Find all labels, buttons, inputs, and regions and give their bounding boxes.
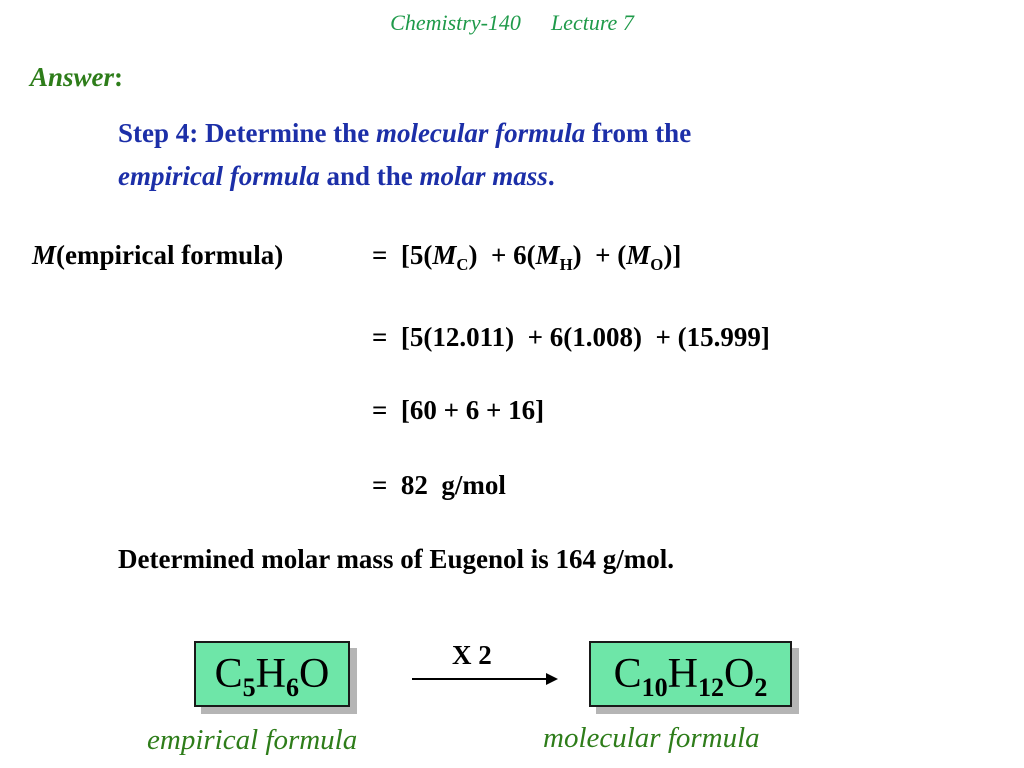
term-molar-mass: molar mass — [419, 161, 548, 191]
molar-mass-symbol: M — [32, 240, 57, 270]
equation-line-4: = 82 g/mol — [372, 470, 506, 500]
element: H — [255, 651, 286, 697]
course-title: Chemistry-140 — [390, 10, 521, 35]
term-empirical-formula: empirical formula — [118, 161, 320, 191]
equation-line-1 — [372, 240, 681, 275]
subscript: 12 — [698, 673, 725, 703]
determined-molar-mass: Determined molar mass of Eugenol is 164 g/mol. — [118, 544, 674, 574]
step-4-text — [118, 112, 691, 198]
empirical-formula-box — [194, 641, 350, 707]
eq-part: )] — [663, 240, 682, 270]
subscript: 6 — [286, 673, 300, 703]
arrow-line — [412, 678, 550, 680]
molecular-formula-box — [589, 641, 792, 707]
element: O — [724, 651, 755, 697]
step-end: . — [547, 161, 555, 191]
element: H — [667, 651, 698, 697]
eq-part: [5( — [400, 240, 433, 270]
eq-part: ) + 6( — [468, 240, 536, 270]
lecture-title: Lecture 7 — [550, 10, 634, 35]
subscript: 5 — [242, 673, 256, 703]
eq-part: ) + ( — [572, 240, 627, 270]
mass-symbol: M — [626, 240, 651, 270]
eq-sign: = — [372, 240, 388, 270]
element: O — [299, 651, 330, 697]
answer-label: Answer — [30, 62, 115, 92]
molecular-formula-caption: molecular formula — [543, 722, 760, 754]
subscript: H — [559, 254, 573, 274]
step-mid: from the — [591, 118, 692, 148]
step-prefix: Step 4: Determine the — [118, 118, 370, 148]
step-line-2 — [118, 155, 691, 198]
term-molecular-formula: molecular formula — [375, 118, 586, 148]
subscript: O — [650, 254, 664, 274]
multiplier-label: X 2 — [452, 640, 492, 670]
answer-heading — [30, 62, 123, 93]
equation-line-3: = [60 + 6 + 16] — [372, 395, 545, 425]
equation-lhs — [32, 240, 283, 271]
step-line-1 — [118, 112, 691, 155]
subscript: C — [456, 254, 469, 274]
element: C — [214, 651, 243, 697]
step-and: and the — [326, 161, 413, 191]
equation-line-2: = [5(12.011) + 6(1.008) + (15.999] — [372, 322, 770, 352]
subscript: 10 — [641, 673, 668, 703]
answer-colon: : — [114, 62, 124, 92]
element: C — [613, 651, 642, 697]
mass-symbol: M — [535, 240, 560, 270]
empirical-formula-caption: empirical formula — [147, 724, 358, 756]
mass-symbol: M — [432, 240, 457, 270]
arrow-right-icon — [546, 673, 558, 685]
subscript: 2 — [754, 673, 768, 703]
lhs-text: (empirical formula) — [56, 240, 284, 270]
slide-header — [0, 10, 1024, 36]
